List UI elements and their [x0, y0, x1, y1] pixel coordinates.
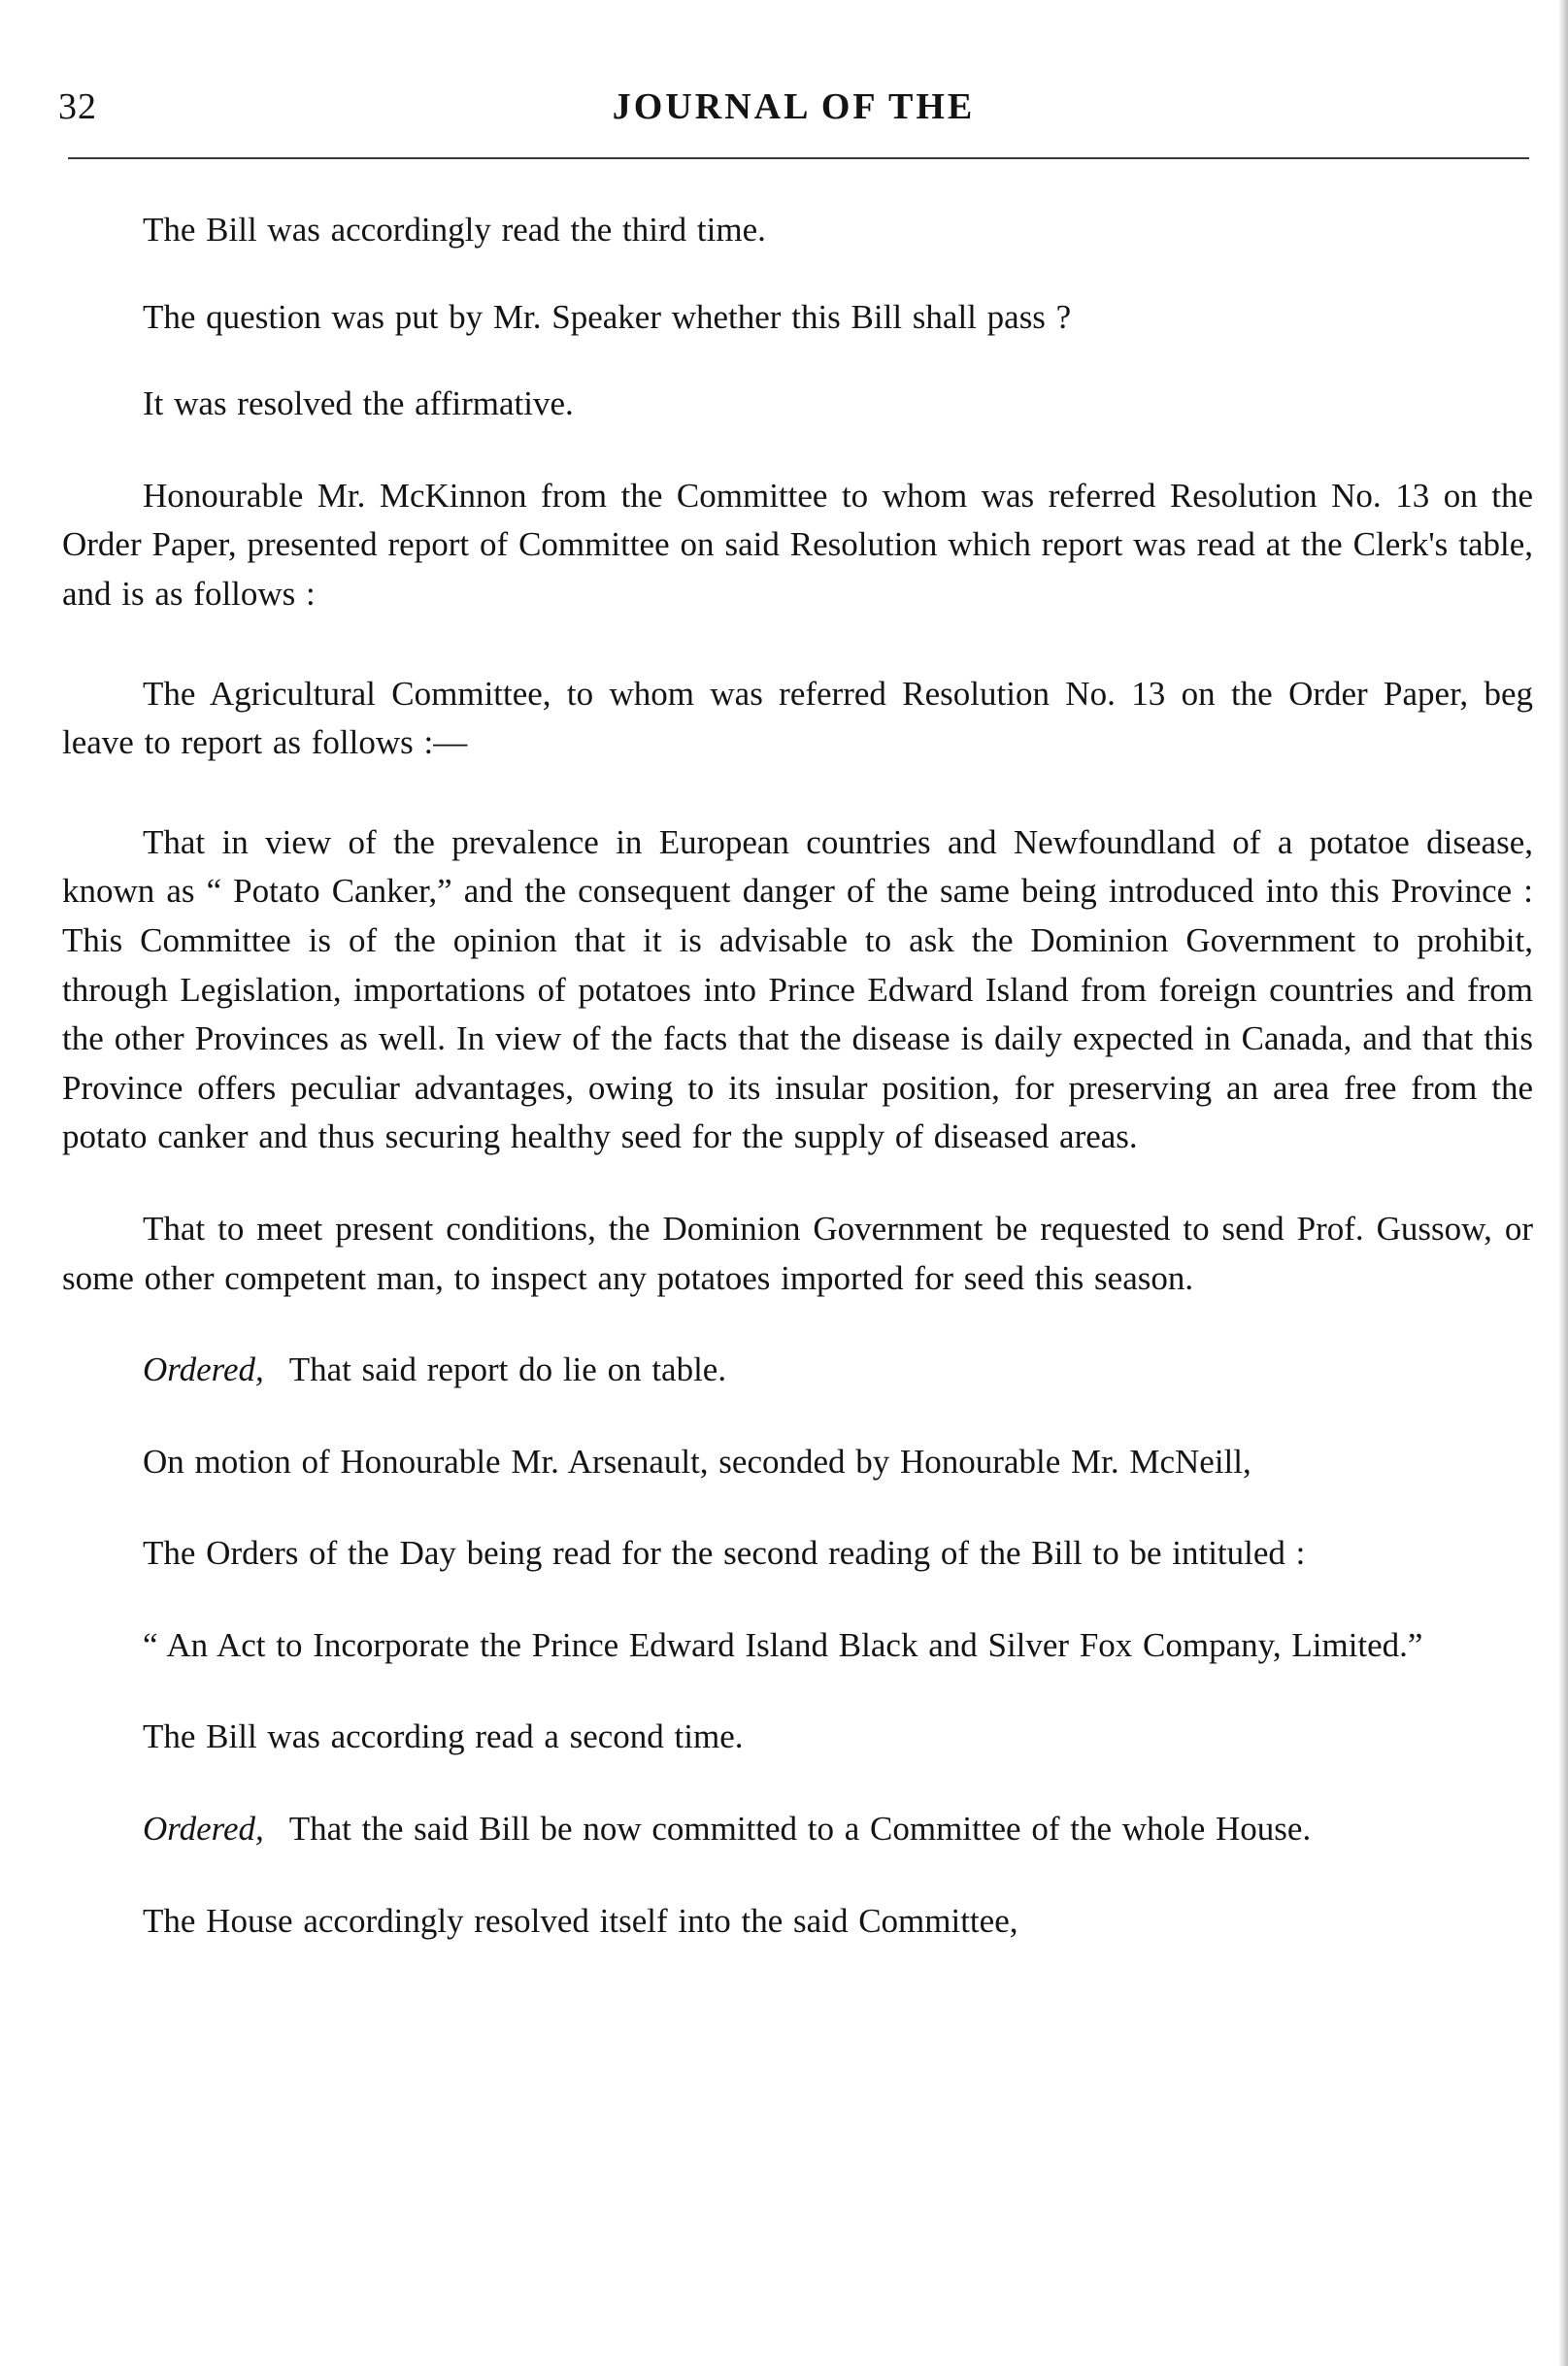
paragraph-agricultural-committee: The Agricultural Committee, to whom was referred Resolution No. 13 on the Order Paper, beg leave to report as follows :—	[62, 674, 1533, 762]
paragraph-motion: On motion of Honourable Mr. Arsenault, seconded by Honourable Mr. McNeill,	[143, 1442, 1251, 1481]
paragraph-committee-report-presented: Honourable Mr. McKinnon from the Committee to whom was referred Resolution No. 13 on the Order Paper, presented report of Committee on said Resolution which report was read at the Clerk's table, and is as follows :	[62, 476, 1533, 613]
page-edge-shadow	[1558, 0, 1568, 2366]
ordered-text: That said report do lie on table.	[288, 1350, 727, 1389]
journal-title: JOURNAL OF THE	[612, 86, 976, 127]
paragraph-resolved: It was resolved the affirmative.	[143, 384, 574, 423]
paragraph-second-reading: The Bill was according read a second time.	[143, 1717, 744, 1756]
paragraph-house-resolved: The House accordingly resolved itself into the said Committee,	[143, 1901, 1018, 1940]
ordered-label: Ordered,	[143, 1350, 264, 1389]
paragraph-bill-title: “ An Act to Incorporate the Prince Edward Island Black and Silver Fox Company, Limited.”	[143, 1625, 1423, 1664]
page-number: 32	[58, 86, 97, 127]
ordered-text: That the said Bill be now committed to a Committee of the whole House.	[288, 1810, 1312, 1849]
running-head	[58, 80, 1529, 134]
journal-body	[62, 206, 1533, 1946]
paragraph-question-put: The question was put by Mr. Speaker whether this Bill shall pass ?	[143, 297, 1072, 336]
paragraph-orders-of-the-day: The Orders of the Day being read for the second reading of the Bill to be intituled :	[143, 1534, 1306, 1573]
header-rule	[68, 157, 1529, 159]
paragraph-ordered-lie-on-table	[62, 1346, 1533, 1395]
paragraph-ordered-committed	[62, 1805, 1533, 1854]
paragraph-prof-gussow: That to meet present conditions, the Dominion Government be requested to send Prof. Gussow, or some other competent man, to inspect any potatoes imported for seed this season.	[62, 1209, 1533, 1297]
ordered-label: Ordered,	[143, 1810, 264, 1849]
paragraph-third-reading: The Bill was accordingly read the third time.	[143, 211, 766, 249]
paragraph-potato-canker: That in view of the prevalence in European countries and Newfoundland of a potatoe disease, known as “ Potato Canker,” and the consequent danger of the same being introduced into this Province : This Committee is of the opinion that it is advisable to ask the Dominion Government to prohibit, through Legislation, importations of potatoes into Prince Edward Island from foreign countries and from the other Provinces as well. In view of the facts that the disease is daily expected in Canada, and that this Province offers peculiar advantages, owing to its insular position, for preserving an area free from the potato canker and thus securing healthy seed for the supply of diseased areas.	[62, 822, 1533, 1156]
